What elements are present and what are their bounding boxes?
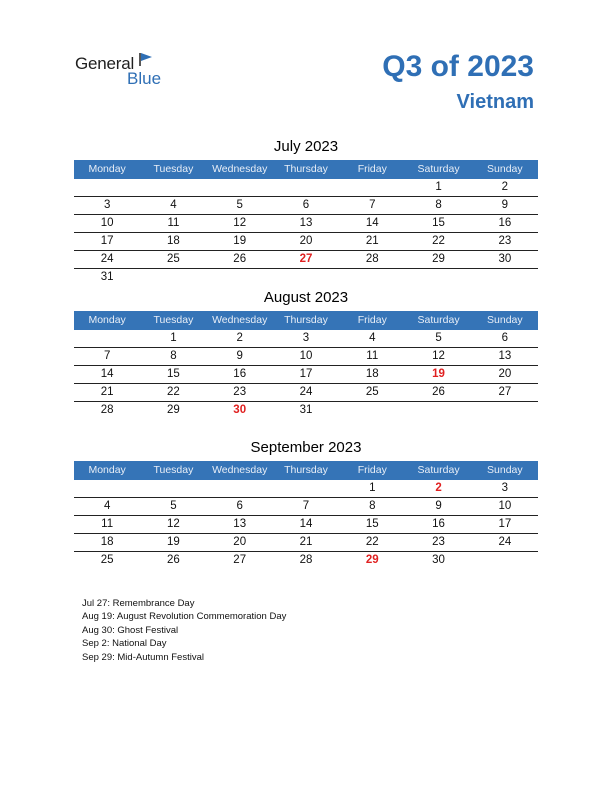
day-cell [74,330,140,347]
month-title: September 2023 [250,439,362,456]
day-cell: 23 [233,386,247,398]
weekday-label: Thursday [284,314,328,326]
day-cell: 9 [501,199,509,211]
day-cell: 23 [432,536,445,548]
weekday-label: Monday [88,314,126,326]
day-cell: 15 [167,368,180,380]
day-cell: 18 [100,536,114,548]
week-row [74,330,538,348]
weekday-header [74,311,538,330]
weekday-label: Thursday [284,464,328,476]
day-cell: 7 [302,500,310,512]
day-cell: 16 [233,368,247,380]
day-cell [140,269,206,286]
day-cell: 24 [498,536,512,548]
day-cell: 30 [498,253,512,265]
day-cell: 3 [103,199,111,211]
week-row [74,366,538,384]
day-cell [472,269,538,286]
day-cell: 22 [432,235,445,247]
day-cell: 2 [236,332,243,344]
holiday-item: Aug 30: Ghost Festival [82,624,179,636]
weekday-label: Tuesday [153,163,194,175]
day-cell [472,402,538,419]
week-row [74,348,538,366]
day-cell: 4 [170,199,177,211]
day-cell: 27 [498,386,512,398]
day-cell: 27 [299,253,313,265]
week-row [74,215,538,233]
day-cell [74,179,140,196]
day-cell: 10 [100,217,114,229]
week-row [74,251,538,269]
day-cell: 14 [100,368,114,380]
day-cell: 1 [435,181,442,193]
day-cell: 24 [100,253,114,265]
day-cell: 1 [369,482,376,494]
day-cell: 21 [365,235,379,247]
day-cell: 31 [299,404,313,416]
day-cell: 25 [100,554,114,566]
day-cell: 29 [167,404,180,416]
weekday-label: Friday [357,163,387,175]
week-row [74,516,538,534]
week-row [74,480,538,498]
day-cell: 14 [365,217,379,229]
weekday-label: Friday [357,464,387,476]
day-cell: 8 [369,500,376,512]
day-cell: 13 [233,518,247,530]
weekday-label: Monday [88,464,126,476]
day-cell: 7 [103,350,111,362]
day-cell: 28 [365,253,379,265]
weekday-header [74,461,538,480]
day-cell: 2 [435,482,442,494]
day-cell: 12 [167,518,180,530]
day-cell: 26 [167,554,180,566]
day-cell: 19 [167,536,180,548]
day-cell: 8 [435,199,442,211]
holiday-list [82,597,286,664]
day-cell: 17 [299,368,313,380]
day-cell: 22 [167,386,180,398]
day-cell: 16 [432,518,445,530]
weekday-label: Tuesday [153,314,194,326]
week-row [74,179,538,197]
day-cell [339,269,405,286]
country-name: Vietnam [456,91,534,113]
day-cell: 13 [299,217,313,229]
week-row [74,534,538,552]
day-cell: 20 [233,536,247,548]
day-cell: 29 [365,554,379,566]
day-cell: 14 [299,518,313,530]
day-cell: 26 [432,386,445,398]
weekday-label: Wednesday [212,314,268,326]
day-cell: 11 [366,350,379,362]
weekday-label: Sunday [487,163,523,175]
week-row [74,269,538,286]
day-cell [140,179,206,196]
holiday-item: Jul 27: Remembrance Day [82,598,195,609]
day-cell: 18 [167,235,180,247]
day-cell [405,269,471,286]
logo-blue-text: Blue [127,69,162,88]
day-cell: 15 [365,518,379,530]
day-cell [472,552,538,569]
month-title: July 2023 [273,138,339,155]
day-cell: 18 [365,368,379,380]
day-cell: 15 [432,217,445,229]
weekday-label: Saturday [417,464,460,476]
weekday-label: Wednesday [212,464,268,476]
day-cell: 2 [501,181,509,193]
day-cell: 3 [501,482,509,494]
day-cell: 10 [498,500,512,512]
weekday-label: Tuesday [153,464,194,476]
day-cell: 29 [432,253,445,265]
flag-icon [139,52,153,66]
week-row [74,384,538,402]
day-cell: 30 [432,554,445,566]
day-cell: 31 [100,271,114,283]
day-cell: 21 [299,536,313,548]
week-row [74,498,538,516]
day-cell [339,179,405,196]
day-cell: 4 [103,500,111,512]
week-row [74,197,538,215]
weekday-label: Sunday [487,464,523,476]
day-cell: 4 [369,332,376,344]
day-cell: 11 [101,518,114,530]
day-cell: 25 [167,253,180,265]
day-cell: 28 [299,554,313,566]
month-july [74,137,538,286]
day-cell [273,480,339,497]
day-cell: 20 [299,235,313,247]
day-cell: 17 [100,235,114,247]
day-cell: 19 [432,368,445,380]
day-cell: 17 [498,518,512,530]
page-title: Q3 of 2023 [382,50,534,83]
day-cell [405,402,471,419]
day-cell [74,480,140,497]
day-cell: 12 [432,350,445,362]
day-cell: 24 [299,386,313,398]
day-cell: 11 [167,217,180,229]
weekday-label: Friday [357,314,387,326]
day-cell: 25 [365,386,379,398]
day-cell: 6 [501,332,509,344]
day-cell: 26 [233,253,247,265]
month-september [74,438,538,569]
day-cell: 8 [170,350,177,362]
day-cell: 5 [435,332,442,344]
week-row [74,402,538,419]
day-cell: 12 [233,217,247,229]
day-cell [207,480,273,497]
day-cell: 9 [236,350,243,362]
day-cell: 16 [498,217,512,229]
day-cell: 5 [170,500,177,512]
generalblue-logo [75,52,175,88]
day-cell: 19 [233,235,247,247]
day-cell [273,179,339,196]
day-cell: 1 [170,332,177,344]
day-cell [273,269,339,286]
day-cell: 9 [435,500,442,512]
day-cell: 23 [498,235,512,247]
week-row [74,552,538,569]
day-cell: 6 [236,500,243,512]
weekday-label: Thursday [284,163,328,175]
holiday-item: Sep 29: Mid-Autumn Festival [82,651,204,663]
day-cell: 27 [233,554,247,566]
day-cell: 22 [365,536,379,548]
holiday-item: Aug 19: August Revolution Commemoration Day [82,611,287,623]
weekday-label: Sunday [487,314,523,326]
day-cell: 6 [302,199,310,211]
day-cell: 20 [498,368,512,380]
month-title: August 2023 [263,289,349,306]
day-cell: 28 [100,404,114,416]
logo-general-text: General [75,54,135,73]
day-cell: 10 [299,350,313,362]
weekday-label: Saturday [417,163,460,175]
day-cell [339,402,405,419]
week-row [74,233,538,251]
weekday-label: Wednesday [212,163,268,175]
weekday-header [74,160,538,179]
day-cell: 7 [369,199,376,211]
day-cell [207,269,273,286]
weekday-label: Monday [88,163,126,175]
weekday-label: Saturday [417,314,460,326]
month-august [74,288,538,419]
day-cell: 30 [233,404,247,416]
day-cell [140,480,206,497]
day-cell: 3 [302,332,310,344]
day-cell: 13 [498,350,512,362]
holiday-item: Sep 2: National Day [82,638,167,650]
day-cell: 5 [236,199,243,211]
day-cell: 21 [100,386,114,398]
day-cell [207,179,273,196]
